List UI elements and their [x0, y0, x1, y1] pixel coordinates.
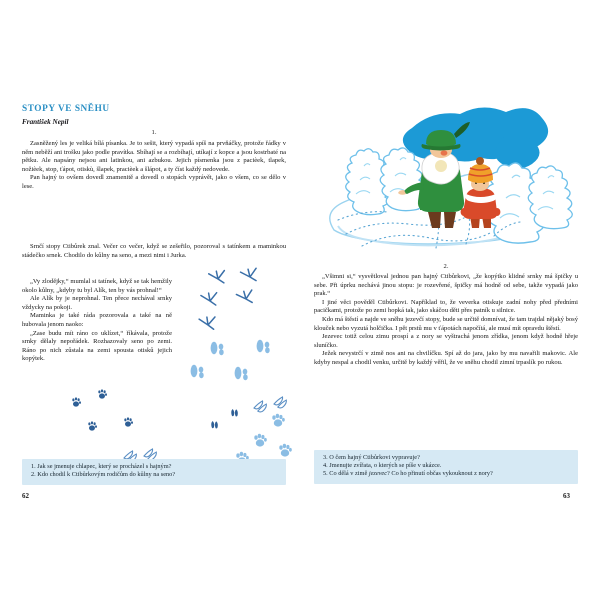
paragraph: Ale Alík by je neprohnal. Ten přece nechával srnky vždycky na pokoji.: [22, 295, 172, 311]
tracks-svg: [150, 268, 298, 458]
questions-list-left: [31, 463, 280, 479]
hare-tracks: [191, 340, 270, 380]
body-text-block-2: [22, 243, 286, 260]
fir-tree-right-b: [528, 166, 572, 229]
paragraph: „Zase budu mít ráno co uklízet,“ říkávala, protože srnky dělaly nepořádek. Rozhazovaly seno po zemi. Ráno po nich zůstala na zemi spousta otisků jejich kopýtek.: [22, 329, 172, 363]
animal-tracks-illustration: [150, 268, 298, 458]
questions-box-right: [314, 450, 578, 484]
list-item: 3. O čem hajný Ctibůrkovi vypravuje?: [323, 454, 420, 461]
paragraph: Zasněžený les je veliká bílá písanka. Je to sešit, který vypadá spíš na prvňáčky, protože řádky v něm neběží ani trošku jako podle pravítka. Sbíhají se a rozbíhají, utíkají z kopce a jsou kostrbaté na pětku. Ale napsány nejsou ani latinkou, ani azbukou. Jejich písmenka jsou z pacièek, tlapek, nožièek, stop, ťápot, otiskù, šlapek, pracièek a šlápot, a ty číst každý nedovede.: [22, 140, 286, 173]
paragraph: I jiné věci pověděl Ctibůrkovi. Například to, že veverka otiskuje zadní nohy před předními pacičkami, protože po zemi hopká tak, jako skáčou děti přes patník u silnice.: [314, 298, 578, 315]
questions-list-right: [323, 454, 572, 479]
winter-scene-svg: [316, 108, 578, 263]
list-item: 4. Jmenujte zvířata, o kterých se píše v ukázce.: [323, 462, 442, 470]
paragraph: Pan hajný to ovšem dovedl znamenitě a dovedl o stopách vyprávět, jako o všem, co se dělo v lese.: [22, 174, 286, 190]
page-number-right: 63: [563, 492, 570, 500]
paragraph: „Vy zlodějky,“ mumlal si tatínek, když se tak hemžily okolo kůlny, „kdyby tu byl Alík, ten by vás prohnal!“: [22, 278, 172, 294]
questions-box-left: [22, 459, 286, 485]
fir-tree-left-b: [380, 148, 424, 211]
paragraph: „Všimni si,“ vysvětloval jednou pan hajný Ctibůrkovi, „že kopýtko klidné srnky má špičky u sebe. Při úprku nechává jinou stopu: je rozevřené, špičky má hodně od sebe, takže vypadá jako prak.“: [314, 273, 578, 298]
paragraph: Jezevec totiž celou zimu prospí a z nory se vyštrachá jenom zřídka, jenom když hodně hřeje sluníčko.: [314, 333, 578, 349]
paragraph: Kdo má štěstí a najde ve sněhu jezevčí stopy, bude se určitě domnívat, že tam trajdal nějaký bosý klouček nebo vyzutá holčička. I pět prstů mu v ťápotách napočítá, ale musí mít opravdu štěstí.: [314, 315, 578, 332]
body-text-block-right: [314, 273, 578, 368]
list-item: 1. Jak se jmenuje chlapec, který se procházel s hajným?: [31, 463, 172, 470]
page-number-left: 62: [22, 492, 29, 500]
author-name: František Nepil: [22, 118, 69, 126]
body-text-block-1: [22, 140, 286, 192]
section-marker-1: 1.: [151, 129, 157, 136]
large-paw-tracks: [236, 414, 291, 465]
list-item: 2. Kdo chodil k Ctibůrkovým rodičům do kůlny na seno?: [31, 471, 176, 479]
winter-forest-illustration: [316, 108, 578, 263]
paragraph: Srnčí stopy Ctibůrek znal. Večer co večer, když se zešeřilo, pozoroval s tatínkem a maminkou stádečko srnek. Chodilo do kůlny na seno, a mezi nimi i Jurka.: [22, 243, 286, 259]
bird-tracks: [199, 267, 259, 331]
page-title: STOPY VE SNĚHU: [22, 104, 110, 114]
section-marker-2: 2.: [443, 263, 449, 270]
list-item: 5. Co dělá v zimě jezevec? Co ho přinutí občas vykouknout z nory?: [323, 470, 493, 478]
paragraph: Maminka je také ráda pozorovala a také na ně hubovala jenom naoko:: [22, 312, 172, 328]
paragraph: Ježek nevystrčí v zimě nos ani na chvilíčku. Spí až do jara, jako by mu navařili makovic. Ale kdyby nespal a chodil venku, určitě by každý věřil, že ve sněhu chodil zimní trpaslík po rukou.: [314, 350, 578, 366]
